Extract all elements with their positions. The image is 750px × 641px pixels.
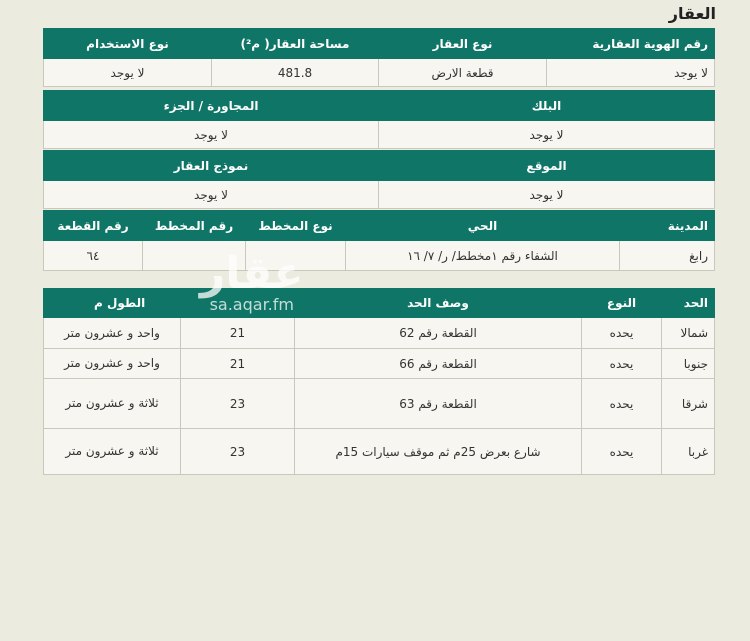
property-table [43,28,715,87]
header-plan-type: نوع المخطط [246,211,346,241]
value-usage-type: لا يوجد [44,59,212,87]
header-side: الحد [662,289,715,318]
watermark-site: sa.aqar.fm [209,295,294,314]
header-property-model: نموذج العقار [44,151,379,181]
value-city: رابغ [620,241,715,271]
header-usage-type: نوع الاستخدام [44,29,212,59]
row-description: القطعة رقم 63 [295,379,582,429]
row-length-words: ثلاثة و عشرون متر [44,379,181,429]
value-property-area: 481.8 [212,59,379,87]
row-length: 21 [181,318,295,349]
header-length: الطول م [44,289,295,318]
value-neighborhood-part: لا يوجد [44,121,379,149]
watermark-logo: عقار [200,248,304,299]
header-city: المدينة [620,211,715,241]
header-district: الحي [346,211,620,241]
row-description: القطعة رقم 62 [295,318,582,349]
value-property-type: قطعة الارض [379,59,547,87]
row-length-words: ثلاثة و عشرون متر [44,429,181,475]
row-type: يحده [582,429,662,475]
header-plan-number: رقم المخطط [143,211,246,241]
row-description: القطعة رقم 66 [295,349,582,379]
row-description: شارع بعرض 25م ثم موقف سيارات 15م [295,429,582,475]
table-row [44,429,715,475]
row-side: شمالا [662,318,715,349]
header-neighborhood-part: المجاورة / الجزء [44,91,379,121]
header-description: وصف الحد [295,289,582,318]
header-type: النوع [582,289,662,318]
block-table [43,90,715,149]
header-location: الموقع [379,151,715,181]
row-length-words: واحد و عشرون متر [44,318,181,349]
row-type: يحده [582,318,662,349]
row-length: 23 [181,429,295,475]
page-title: العقار [668,4,716,23]
location-table [43,150,715,209]
plan-table [43,210,715,271]
value-block: لا يوجد [379,121,715,149]
header-property-id: رقم الهوية العقارية [547,29,715,59]
row-side: غربا [662,429,715,475]
value-plot-number: ٦٤ [44,241,143,271]
value-location: لا يوجد [379,181,715,209]
boundaries-table [43,288,715,475]
header-block: البلك [379,91,715,121]
row-length: 23 [181,379,295,429]
row-type: يحده [582,379,662,429]
row-side: شرقا [662,379,715,429]
row-length: 21 [181,349,295,379]
header-property-type: نوع العقار [379,29,547,59]
table-row [44,318,715,349]
table-row [44,349,715,379]
row-length-words: واحد و عشرون متر [44,349,181,379]
row-side: جنوبا [662,349,715,379]
value-district: الشفاء رقم ١مخطط/ ر/ ٧/ ١٦ [346,241,620,271]
header-plot-number: رقم القطعة [44,211,143,241]
value-property-model: لا يوجد [44,181,379,209]
row-type: يحده [582,349,662,379]
aqar-watermark [200,248,304,314]
header-property-area: مساحة العقار( م²) [212,29,379,59]
table-row [44,379,715,429]
value-property-id: لا يوجد [547,59,715,87]
